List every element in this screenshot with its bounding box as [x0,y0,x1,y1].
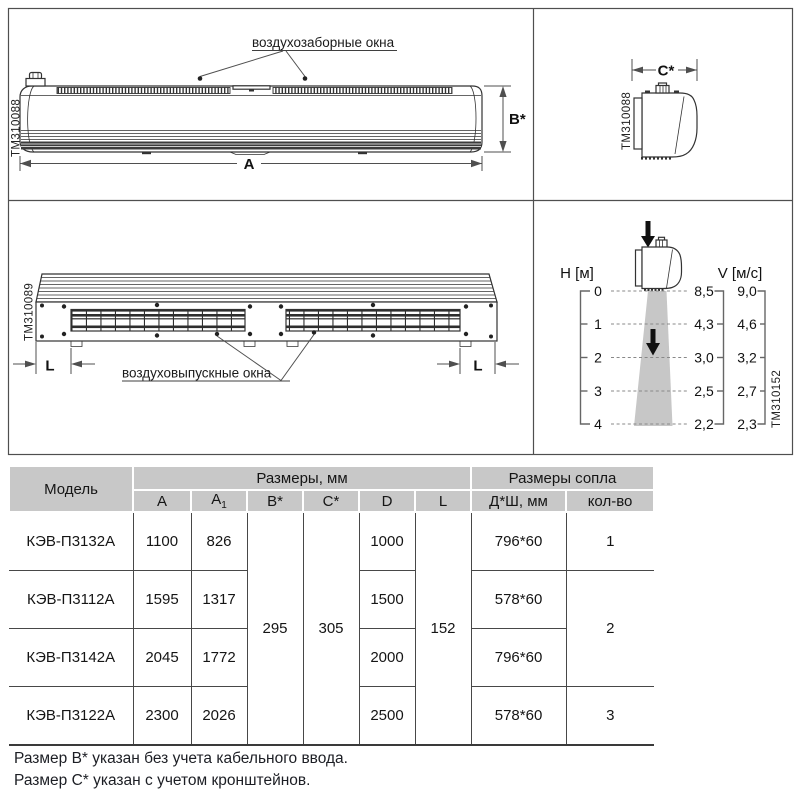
drawing-code-airflow: TM310152 [771,369,783,428]
v2-value: 2,3 [737,416,757,432]
col-header-a1 [191,490,247,512]
outlet-windows-label: воздуховыпускные окна [122,365,272,381]
dim-b-label: B* [509,111,526,128]
cable-gland-icon [656,83,669,93]
spec-table [8,465,655,746]
cell-d: 1000 [359,512,415,571]
col-group-dimensions: Размеры, мм [133,466,471,490]
h-tick: 1 [594,316,602,332]
col-header-qty: кол-во [566,490,654,512]
drawing-frame [9,9,793,455]
cell-dsh: 796*60 [471,512,566,571]
dim-a-label: A [243,156,255,173]
cell-qty-merged: 2 [566,571,654,687]
cell-model: КЭВ-П3142А [9,629,133,687]
h-tick: 3 [594,383,602,399]
cell-dsh: 578*60 [471,687,566,746]
v2-value: 3,2 [737,349,757,366]
cell-l-merged: 152 [415,512,471,745]
v1-value: 2,5 [694,383,714,399]
a1-base: A [211,491,222,508]
v1-value: 2,2 [694,416,714,432]
cell-a: 1100 [133,512,191,571]
cell-a1: 1317 [191,571,247,629]
v1-value: 3,0 [694,349,714,366]
top-band-lines [34,278,499,299]
v2-value: 9,0 [737,283,757,299]
h-tick: 0 [594,283,602,299]
cell-model: КЭВ-П3112А [9,571,133,629]
dim-c-label: C* [657,62,675,80]
v2-value: 2,7 [737,383,757,399]
a1-sub: 1 [221,500,227,511]
cell-model: КЭВ-П3122А [9,687,133,746]
col-group-nozzle: Размеры сопла [471,466,654,490]
v2-value: 4,6 [737,316,757,332]
col-header-c: C* [303,490,359,512]
cell-a1: 2026 [191,687,247,746]
v1-value: 8,5 [694,283,714,299]
col-header-dsh: Д*Ш, мм [471,490,566,512]
h-tick: 4 [594,416,602,432]
cell-a: 2045 [133,629,191,687]
h-axis-label: H [м] [560,265,594,282]
cell-d: 2500 [359,687,415,746]
v1-value: 4,3 [694,316,714,332]
outlet-window-1 [71,310,245,332]
cell-dsh: 796*60 [471,629,566,687]
drawing-code-bottom: TM310089 [23,282,36,341]
drawing-code-side: TM310088 [621,91,633,150]
cell-a: 2300 [133,687,191,746]
cell-d: 2000 [359,629,415,687]
cell-a1: 826 [191,512,247,571]
footnote-b: Размер B* указан без учета кабельного ввода. [14,750,348,767]
cell-a: 1595 [133,571,191,629]
v-axis-label: V [м/с] [717,265,763,282]
col-header-a: A [133,490,191,512]
col-header-model: Модель [9,466,133,512]
col-header-l: L [415,490,471,512]
drawing-code-front: TM310088 [10,98,23,157]
h-tick: 2 [594,349,602,366]
cell-qty: 3 [566,687,654,746]
dim-l-right-label: L [473,357,483,375]
intake-windows-label: воздухозаборные окна [252,35,395,50]
footnotes [14,748,348,790]
col-header-b: B* [247,490,303,512]
cell-qty: 1 [566,512,654,571]
cell-a1: 1772 [191,629,247,687]
cell-c-merged: 305 [303,512,359,745]
table-row [9,512,654,571]
cell-d: 1500 [359,571,415,629]
footnote-c: Размер C* указан с учетом кронштейнов. [14,772,311,789]
outlet-window-2 [286,310,460,332]
cell-dsh: 578*60 [471,571,566,629]
dim-l-left-label: L [45,357,55,375]
cell-model: КЭВ-П3132А [9,512,133,571]
cell-b-merged: 295 [247,512,303,745]
col-header-d: D [359,490,415,512]
